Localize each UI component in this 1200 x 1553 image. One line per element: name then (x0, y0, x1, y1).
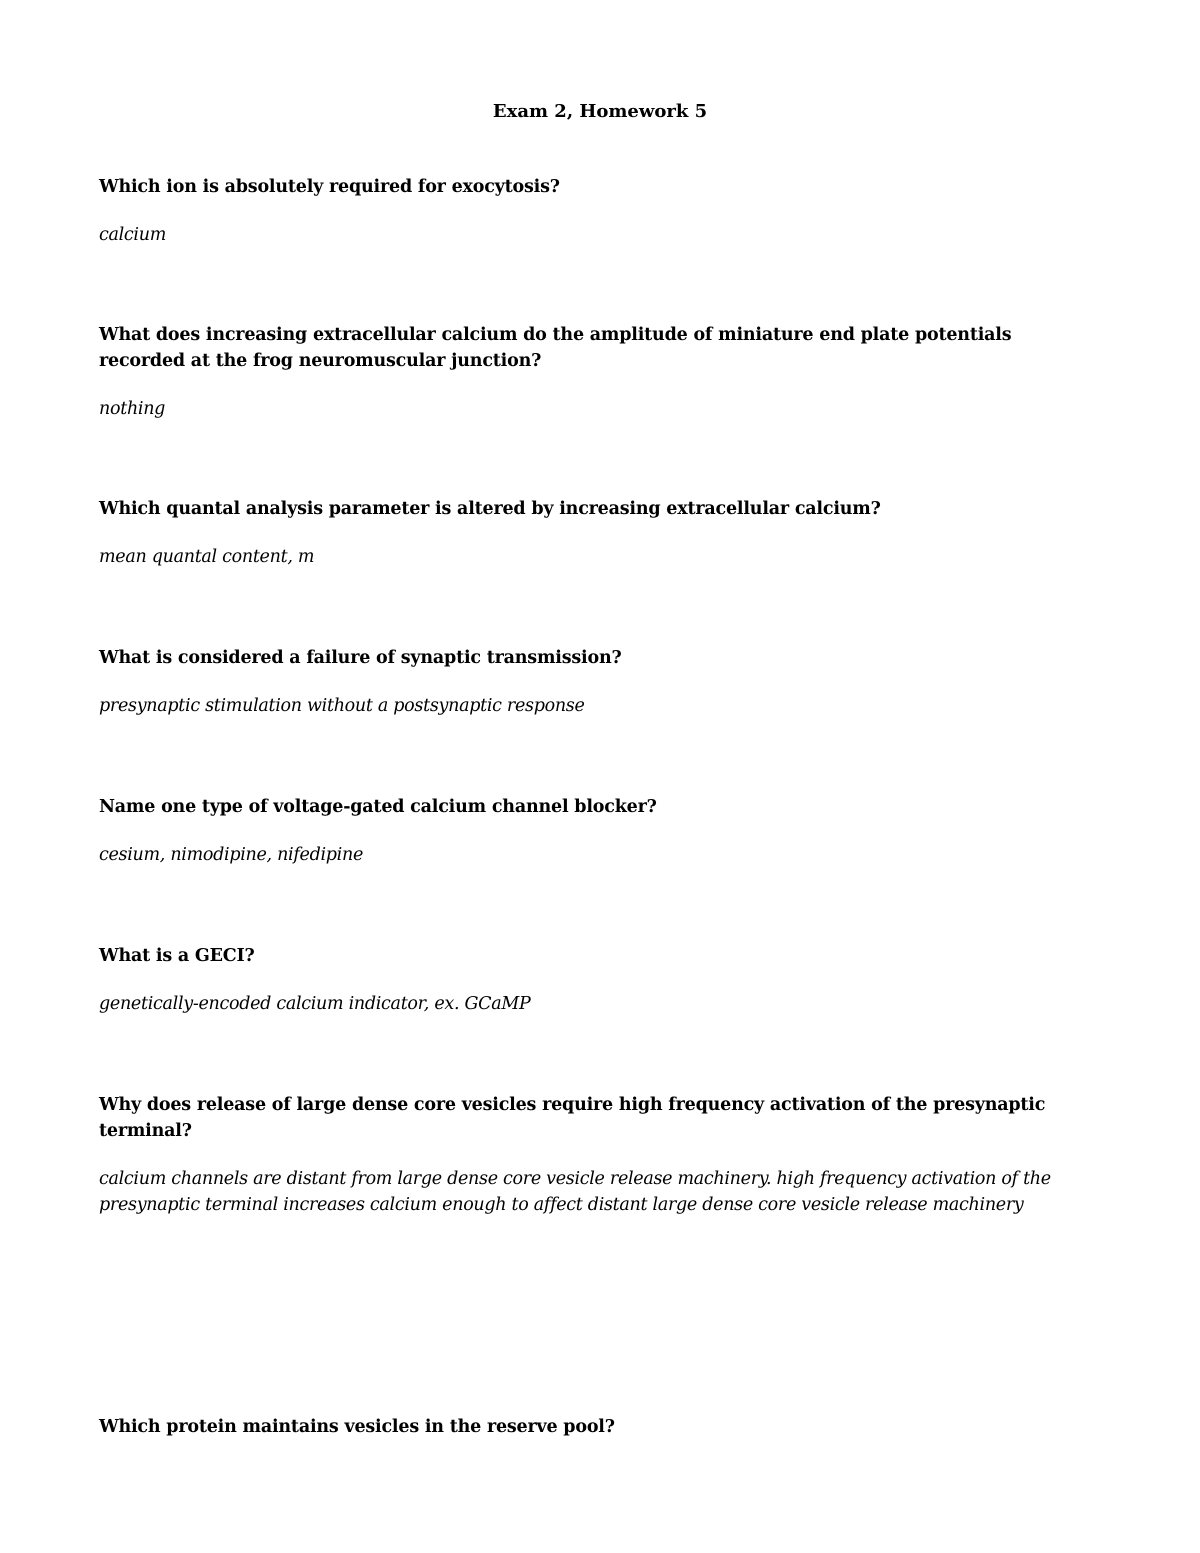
question-1: Which ion is absolutely required for exocytosis? (99, 177, 560, 197)
answer-3: mean quantal content, m (99, 547, 315, 567)
answer-1: calcium (99, 225, 166, 245)
answer-7: calcium channels are distant from large dense core vesicle release machinery. high frequency activation of the presynaptic terminal increases calcium enough to affect distant large dense core vesicle release machinery (99, 1169, 1051, 1215)
question-5: Name one type of voltage-gated calcium channel blocker? (99, 797, 657, 817)
qa-item-2 (99, 322, 1099, 422)
answer-6: genetically-encoded calcium indicator, ex. GCaMP (99, 994, 531, 1014)
qa-item-3 (99, 496, 1099, 570)
answer-2: nothing (99, 399, 166, 419)
qa-item-7 (99, 1092, 1099, 1218)
question-6: What is a GECI? (99, 946, 255, 966)
question-4: What is considered a failure of synaptic transmission? (99, 648, 622, 668)
qa-item-1 (99, 174, 1099, 248)
qa-item-5 (99, 794, 1099, 868)
question-2: What does increasing extracellular calcium do the amplitude of miniature end plate potentials recorded at the frog neuromuscular junction? (99, 325, 1012, 371)
document-title: Exam 2, Homework 5 (492, 101, 708, 122)
question-3: Which quantal analysis parameter is altered by increasing extracellular calcium? (99, 499, 881, 519)
qa-item-4 (99, 645, 1099, 719)
question-8: Which protein maintains vesicles in the reserve pool? (99, 1417, 615, 1437)
answer-5: cesium, nimodipine, nifedipine (99, 845, 364, 865)
qa-item-6 (99, 943, 1099, 1017)
qa-item-8 (99, 1414, 1099, 1440)
question-7: Why does release of large dense core vesicles require high frequency activation of the presynaptic terminal? (99, 1095, 1046, 1141)
answer-4: presynaptic stimulation without a postsynaptic response (99, 696, 585, 716)
